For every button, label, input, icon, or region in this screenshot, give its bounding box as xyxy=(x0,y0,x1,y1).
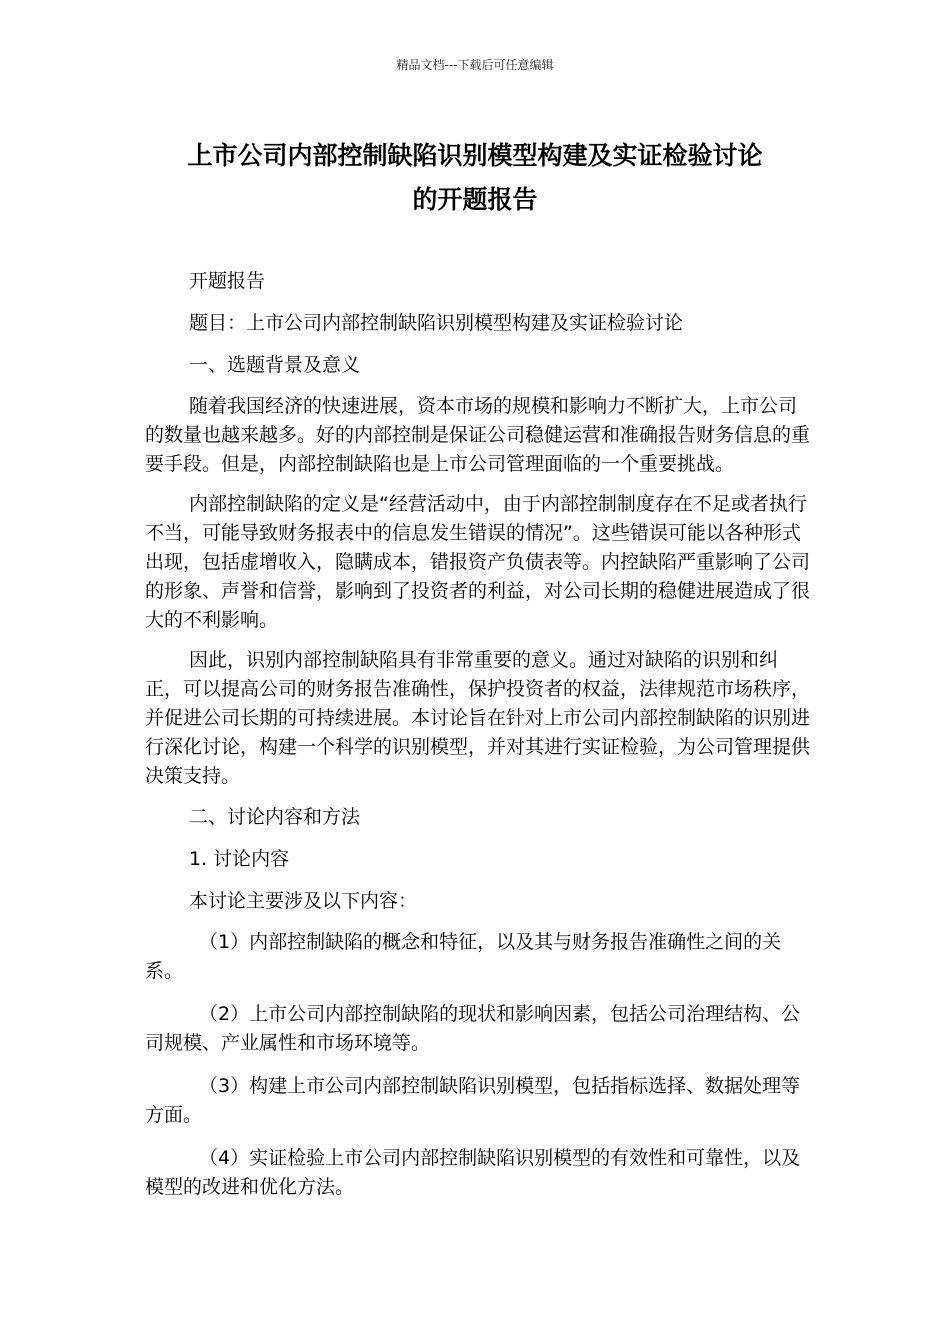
page-header-note: 精品文档---下载后可任意编辑 xyxy=(396,58,554,72)
list-item-2: （2）上市公司内部控制缺陷的现状和影响因素，包括公司治理结构、公司规模、产业属性和市场环境等。 xyxy=(145,1003,801,1054)
section-heading-content-method: 二、讨论内容和方法 xyxy=(189,806,361,828)
list-item-3: （3）构建上市公司内部控制缺陷识别模型，包括指标选择、数据处理等方面。 xyxy=(145,1075,801,1126)
list-item-4: （4）实证检验上市公司内部控制缺陷识别模型的有效性和可靠性，以及模型的改进和优化方法。 xyxy=(145,1147,801,1198)
paragraph-content-intro: 本讨论主要涉及以下内容： xyxy=(189,890,418,912)
list-item-1: （1）内部控制缺陷的概念和特征，以及其与财务报告准确性之间的关系。 xyxy=(145,931,782,982)
paragraph-significance: 因此，识别内部控制缺陷具有非常重要的意义。通过对缺陷的识别和纠正，可以提高公司的财务报告准确性，保护投资者的权益，法律规范市场秩序，并促进公司长期的可持续进展。本讨论旨在针对上市公司内部控制缺陷的识别进行深化讨论，构建一个科学的识别模型，并对其进行实证检验，为公司管理提供决策支持。 xyxy=(145,649,811,787)
document-title-line-2: 的开题报告 xyxy=(412,185,538,214)
paragraph-background: 随着我国经济的快速进展，资本市场的规模和影响力不断扩大，上市公司的数量也越来越多。好的内部控制是保证公司稳健运营和准确报告财务信息的重要手段。但是，内部控制缺陷也是上市公司管理面临的一个重要挑战。 xyxy=(145,395,811,475)
paragraph-definition: 内部控制缺陷的定义是“经营活动中，由于内部控制制度存在不足或者执行不当，可能导致财务报表中的信息发生错误的情况”。这些错误可能以各种形式出现，包括虚增收入，隐瞒成本，错报资产负债表等。内控缺陷严重影响了公司的形象、声誉和信誉，影响到了投资者的利益，对公司长期的稳健进展造成了很大的不利影响。 xyxy=(145,493,811,631)
document-body xyxy=(145,266,815,1216)
report-topic-line: 题目：上市公司内部控制缺陷识别模型构建及实证检验讨论 xyxy=(189,312,684,334)
document-title xyxy=(100,134,850,222)
document-title-line-1: 上市公司内部控制缺陷识别模型构建及实证检验讨论 xyxy=(187,141,763,170)
section-heading-background: 一、选题背景及意义 xyxy=(189,354,361,376)
subsection-heading-content: 1. 讨论内容 xyxy=(189,848,290,870)
section-label-report: 开题报告 xyxy=(189,270,266,292)
